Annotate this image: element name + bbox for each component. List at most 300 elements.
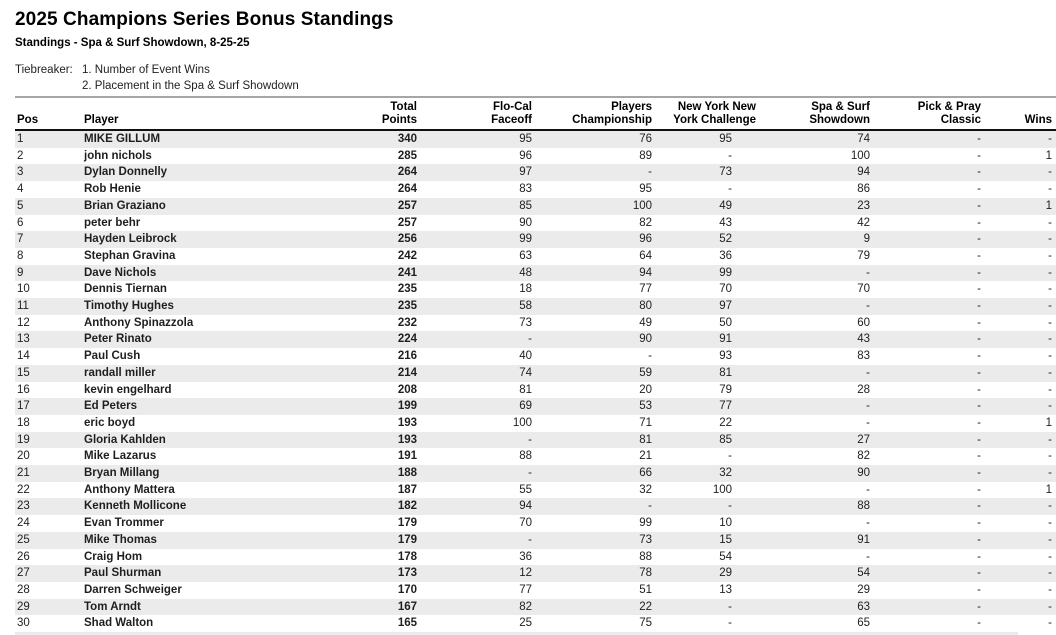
cell-spa: - xyxy=(866,483,870,496)
cell-spa: 83 xyxy=(857,350,870,363)
cell-wins: - xyxy=(1048,550,1052,563)
cell-player: Kenneth Mollicone xyxy=(84,500,187,513)
cell-total: 187 xyxy=(397,483,417,496)
table-row xyxy=(15,582,1056,599)
cell-flocal: 85 xyxy=(519,199,532,212)
table-row xyxy=(15,565,1056,582)
cell-players: - xyxy=(648,166,652,179)
cell-pos: 6 xyxy=(17,216,24,229)
cell-player: Shad Walton xyxy=(84,617,154,630)
table-row xyxy=(15,130,1056,148)
cell-total: 179 xyxy=(397,517,417,530)
cell-player: kevin engelhard xyxy=(84,383,172,396)
cell-pick: - xyxy=(977,517,981,530)
cell-flocal: 94 xyxy=(519,500,532,513)
cell-pick: - xyxy=(977,366,981,379)
cell-ny: 91 xyxy=(719,333,732,346)
cell-pos: 2 xyxy=(17,149,24,162)
cell-player: Brian Graziano xyxy=(84,199,166,212)
cell-players: 20 xyxy=(639,383,652,396)
standings-table xyxy=(15,96,1056,632)
cell-wins: - xyxy=(1048,617,1052,630)
cell-total: 178 xyxy=(397,550,417,563)
column-header-total: Total Points xyxy=(355,97,421,130)
page-subtitle: Standings - Spa & Surf Showdown, 8-25-25 xyxy=(15,37,250,49)
cell-ny: - xyxy=(728,500,732,513)
cell-ny: 50 xyxy=(719,316,732,329)
page-title: 2025 Champions Series Bonus Standings xyxy=(15,9,394,30)
cell-ny: 13 xyxy=(719,583,732,596)
cell-total: 216 xyxy=(397,350,417,363)
cell-pos: 7 xyxy=(17,233,24,246)
cell-pos: 26 xyxy=(17,550,30,563)
cell-flocal: 99 xyxy=(519,233,532,246)
cell-spa: 54 xyxy=(857,567,870,580)
cell-flocal: 12 xyxy=(519,567,532,580)
cell-player: Dave Nichols xyxy=(84,266,157,279)
cell-players: - xyxy=(648,350,652,363)
cell-player: Gloria Kahlden xyxy=(84,433,166,446)
cell-total: 199 xyxy=(397,400,417,413)
cell-players: 64 xyxy=(639,249,652,262)
cell-pos: 16 xyxy=(17,383,30,396)
cell-ny: - xyxy=(728,149,732,162)
column-header-player: Player xyxy=(84,97,355,130)
column-header-wins: Wins xyxy=(985,97,1056,130)
cell-total: 285 xyxy=(397,149,417,162)
tiebreaker-section xyxy=(15,62,1018,94)
table-row xyxy=(15,465,1056,482)
cell-wins: - xyxy=(1048,233,1052,246)
cell-spa: 63 xyxy=(857,600,870,613)
cell-ny: 52 xyxy=(719,233,732,246)
cell-spa: 70 xyxy=(857,283,870,296)
cell-ny: 54 xyxy=(719,550,732,563)
cell-total: 179 xyxy=(397,533,417,546)
cell-total: 232 xyxy=(397,316,417,329)
cell-pos: 11 xyxy=(17,300,29,313)
cell-pick: - xyxy=(977,400,981,413)
cell-wins: - xyxy=(1048,366,1052,379)
cell-wins: - xyxy=(1048,300,1052,313)
cell-ny: 79 xyxy=(719,383,732,396)
cell-total: 170 xyxy=(397,583,417,596)
cell-total: 193 xyxy=(397,416,417,429)
cell-spa: 65 xyxy=(857,617,870,630)
cell-player: Peter Rinato xyxy=(84,333,152,346)
cell-flocal: 40 xyxy=(519,350,532,363)
cell-pos: 9 xyxy=(17,266,24,279)
cell-player: Dylan Donnelly xyxy=(84,166,168,179)
cell-ny: 36 xyxy=(719,249,732,262)
cell-wins: - xyxy=(1048,249,1052,262)
cell-pos: 24 xyxy=(17,517,30,530)
cell-pick: - xyxy=(977,567,981,580)
cell-total: 256 xyxy=(397,233,417,246)
cell-flocal: - xyxy=(528,533,532,546)
cell-player: Paul Shurman xyxy=(84,567,162,580)
cell-spa: 43 xyxy=(857,333,870,346)
cell-players: 71 xyxy=(639,416,652,429)
table-row xyxy=(15,198,1056,215)
cell-pick: - xyxy=(977,316,981,329)
cell-flocal: - xyxy=(528,333,532,346)
cell-players: 76 xyxy=(639,133,652,145)
cell-pos: 19 xyxy=(17,433,30,446)
cell-flocal: 95 xyxy=(519,133,532,145)
cell-players: 49 xyxy=(639,316,652,329)
cell-player: Bryan Millang xyxy=(84,467,160,480)
table-header-row xyxy=(15,97,1056,130)
cell-wins: - xyxy=(1048,600,1052,613)
column-header-pos: Pos xyxy=(15,97,84,130)
cell-spa: - xyxy=(866,300,870,313)
column-header-pick: Pick & Pray Classic xyxy=(874,97,985,130)
cell-pick: - xyxy=(977,233,981,246)
cell-spa: 42 xyxy=(857,216,870,229)
cell-total: 182 xyxy=(397,500,417,513)
cell-ny: 49 xyxy=(719,199,732,212)
cell-players: 96 xyxy=(639,233,652,246)
cell-spa: 82 xyxy=(857,450,870,463)
cell-player: Timothy Hughes xyxy=(84,300,174,313)
cell-total: 165 xyxy=(397,617,417,630)
cell-wins: - xyxy=(1048,567,1052,580)
cell-pos: 15 xyxy=(17,366,30,379)
cell-flocal: 55 xyxy=(519,483,532,496)
cell-player: john nichols xyxy=(84,149,152,162)
cell-player: Anthony Mattera xyxy=(84,483,175,496)
cell-player: Evan Trommer xyxy=(84,517,164,530)
table-row xyxy=(15,482,1056,499)
cell-pos: 4 xyxy=(17,183,24,196)
table-row xyxy=(15,298,1056,315)
cell-total: 340 xyxy=(397,133,417,145)
table-row xyxy=(15,348,1056,365)
cell-wins: - xyxy=(1048,350,1052,363)
cell-wins: - xyxy=(1048,467,1052,480)
cell-flocal: 36 xyxy=(519,550,532,563)
cell-wins: 1 xyxy=(1045,199,1052,212)
cell-pos: 30 xyxy=(17,617,30,630)
cell-total: 173 xyxy=(397,567,417,580)
cell-pick: - xyxy=(977,533,981,546)
cell-player: Mike Lazarus xyxy=(84,450,157,463)
table-row xyxy=(15,615,1056,632)
column-header-ny: New York New York Challenge xyxy=(656,97,760,130)
cell-wins: - xyxy=(1048,333,1052,346)
cell-pos: 25 xyxy=(17,533,30,546)
cell-ny: 95 xyxy=(719,133,732,145)
cell-player: Mike Thomas xyxy=(84,533,157,546)
cell-wins: 1 xyxy=(1045,416,1052,429)
cell-wins: - xyxy=(1048,283,1052,296)
cell-pos: 13 xyxy=(17,333,30,346)
cell-players: 89 xyxy=(639,149,652,162)
cell-pick: - xyxy=(977,467,981,480)
cell-flocal: 74 xyxy=(519,366,532,379)
cell-wins: - xyxy=(1048,133,1052,145)
cell-pick: - xyxy=(977,249,981,262)
tiebreaker-item-2: 2. Placement in the Spa & Surf Showdown xyxy=(82,80,299,92)
cell-players: 21 xyxy=(639,450,652,463)
cell-wins: 1 xyxy=(1045,149,1052,162)
cell-pick: - xyxy=(977,450,981,463)
cell-pick: - xyxy=(977,433,981,446)
cell-player: peter behr xyxy=(84,216,141,229)
cell-flocal: 70 xyxy=(519,517,532,530)
cell-players: 75 xyxy=(639,617,652,630)
cell-pick: - xyxy=(977,600,981,613)
cell-spa: 23 xyxy=(857,199,870,212)
cell-pick: - xyxy=(977,216,981,229)
cell-players: 81 xyxy=(639,433,652,446)
cell-flocal: 69 xyxy=(519,400,532,413)
table-row xyxy=(15,599,1056,616)
cell-pick: - xyxy=(977,133,981,145)
cell-flocal: 73 xyxy=(519,316,532,329)
cell-flocal: 96 xyxy=(519,149,532,162)
cell-ny: 99 xyxy=(719,266,732,279)
cell-players: 77 xyxy=(639,283,652,296)
cell-total: 235 xyxy=(397,300,417,313)
table-row xyxy=(15,398,1056,415)
tiebreaker-label: Tiebreaker: xyxy=(15,64,73,76)
cell-ny: 32 xyxy=(719,467,732,480)
cell-pos: 23 xyxy=(17,500,30,513)
cell-player: Darren Schweiger xyxy=(84,583,182,596)
cell-players: 53 xyxy=(639,400,652,413)
cell-pos: 29 xyxy=(17,600,30,613)
cell-spa: 79 xyxy=(857,249,870,262)
column-header-flocal: Flo-Cal Faceoff xyxy=(421,97,536,130)
cell-pos: 5 xyxy=(17,199,24,212)
cell-player: Rob Henie xyxy=(84,183,141,196)
cell-players: 82 xyxy=(639,216,652,229)
cell-ny: 77 xyxy=(719,400,732,413)
cell-pick: - xyxy=(977,283,981,296)
cell-pos: 28 xyxy=(17,583,30,596)
cell-pos: 8 xyxy=(17,249,24,262)
cell-pos: 3 xyxy=(17,166,24,179)
cell-spa: 91 xyxy=(857,533,870,546)
cell-player: Tom Arndt xyxy=(84,600,141,613)
cell-players: 80 xyxy=(639,300,652,313)
cell-wins: - xyxy=(1048,166,1052,179)
cell-spa: 28 xyxy=(857,383,870,396)
cell-ny: 29 xyxy=(719,567,732,580)
cell-ny: 10 xyxy=(719,517,732,530)
cell-pos: 22 xyxy=(17,483,30,496)
cell-player: Craig Hom xyxy=(84,550,143,563)
cell-pos: 20 xyxy=(17,450,30,463)
table-row xyxy=(15,231,1056,248)
cell-players: 94 xyxy=(639,266,652,279)
cell-total: 257 xyxy=(397,216,417,229)
cell-player: Dennis Tiernan xyxy=(84,283,167,296)
cell-spa: - xyxy=(866,266,870,279)
cell-flocal: 90 xyxy=(519,216,532,229)
cell-flocal: 25 xyxy=(519,617,532,630)
cell-total: 257 xyxy=(397,199,417,212)
tiebreaker-items xyxy=(82,62,299,94)
cell-flocal: 58 xyxy=(519,300,532,313)
cell-spa: 29 xyxy=(857,583,870,596)
table-row xyxy=(15,331,1056,348)
table-row xyxy=(15,382,1056,399)
cell-player: eric boyd xyxy=(84,416,136,429)
cell-wins: - xyxy=(1048,383,1052,396)
cell-player: Hayden Leibrock xyxy=(84,233,177,246)
cell-wins: - xyxy=(1048,433,1052,446)
cell-spa: 94 xyxy=(857,166,870,179)
column-header-spa: Spa & Surf Showdown xyxy=(760,97,874,130)
cell-spa: - xyxy=(866,550,870,563)
cell-total: 242 xyxy=(397,249,417,262)
cell-pick: - xyxy=(977,149,981,162)
cell-player: randall miller xyxy=(84,366,156,379)
table-row xyxy=(15,215,1056,232)
cell-players: 78 xyxy=(639,567,652,580)
table-row xyxy=(15,248,1056,265)
cell-pick: - xyxy=(977,350,981,363)
cell-player: Ed Peters xyxy=(84,400,138,413)
cell-pick: - xyxy=(977,617,981,630)
cell-flocal: 83 xyxy=(519,183,532,196)
cell-ny: - xyxy=(728,450,732,463)
cell-total: 193 xyxy=(397,433,417,446)
cell-ny: 81 xyxy=(719,366,732,379)
cell-pick: - xyxy=(977,183,981,196)
cell-pos: 21 xyxy=(17,467,30,480)
cell-wins: - xyxy=(1048,316,1052,329)
cell-flocal: 81 xyxy=(519,383,532,396)
cell-wins: - xyxy=(1048,216,1052,229)
cell-ny: 22 xyxy=(719,416,732,429)
column-header-players: Players Championship xyxy=(536,97,656,130)
cell-flocal: - xyxy=(528,433,532,446)
cell-ny: 43 xyxy=(719,216,732,229)
table-row xyxy=(15,549,1056,566)
cell-flocal: 82 xyxy=(519,600,532,613)
cell-wins: - xyxy=(1048,517,1052,530)
cell-total: 235 xyxy=(397,283,417,296)
cell-wins: - xyxy=(1048,400,1052,413)
cell-pick: - xyxy=(977,199,981,212)
table-row xyxy=(15,432,1056,449)
cell-flocal: - xyxy=(528,467,532,480)
cell-spa: 88 xyxy=(857,500,870,513)
cell-flocal: 100 xyxy=(512,416,532,429)
cell-ny: - xyxy=(728,617,732,630)
cell-player: Paul Cush xyxy=(84,350,141,363)
table-body xyxy=(15,130,1056,632)
cell-flocal: 18 xyxy=(519,283,532,296)
cell-players: 95 xyxy=(639,183,652,196)
cell-total: 241 xyxy=(397,266,417,279)
cell-total: 188 xyxy=(397,467,417,480)
cell-ny: - xyxy=(728,183,732,196)
cell-total: 167 xyxy=(397,600,417,613)
cell-ny: 100 xyxy=(712,483,732,496)
table-row xyxy=(15,148,1056,165)
cell-spa: - xyxy=(866,366,870,379)
cell-pick: - xyxy=(977,266,981,279)
cell-pick: - xyxy=(977,300,981,313)
cell-ny: 15 xyxy=(719,533,732,546)
cell-ny: 85 xyxy=(719,433,732,446)
cell-total: 264 xyxy=(397,183,417,196)
table-row xyxy=(15,498,1056,515)
cell-wins: - xyxy=(1048,266,1052,279)
cell-players: 32 xyxy=(639,483,652,496)
cell-spa: 86 xyxy=(857,183,870,196)
cell-pick: - xyxy=(977,416,981,429)
cell-player: Anthony Spinazzola xyxy=(84,316,194,329)
cell-ny: 93 xyxy=(719,350,732,363)
cell-spa: - xyxy=(866,400,870,413)
cell-spa: 27 xyxy=(857,433,870,446)
cell-players: 59 xyxy=(639,366,652,379)
table-row xyxy=(15,281,1056,298)
table-row xyxy=(15,265,1056,282)
cell-players: 90 xyxy=(639,333,652,346)
cell-pos: 10 xyxy=(17,283,30,296)
cell-pos: 27 xyxy=(17,567,30,580)
cell-spa: 60 xyxy=(857,316,870,329)
cell-pos: 12 xyxy=(17,316,30,329)
cell-pick: - xyxy=(977,333,981,346)
cell-total: 264 xyxy=(397,166,417,179)
cell-players: 66 xyxy=(639,467,652,480)
cell-players: 88 xyxy=(639,550,652,563)
cell-wins: - xyxy=(1048,183,1052,196)
cell-players: 100 xyxy=(632,199,652,212)
cell-spa: 90 xyxy=(857,467,870,480)
table-row xyxy=(15,365,1056,382)
cell-player: MIKE GILLUM xyxy=(84,133,161,145)
cell-players: 51 xyxy=(639,583,652,596)
cell-ny: 73 xyxy=(719,166,732,179)
table-row xyxy=(15,415,1056,432)
cell-pick: - xyxy=(977,166,981,179)
cell-spa: - xyxy=(866,517,870,530)
table-row xyxy=(15,532,1056,549)
cell-pick: - xyxy=(977,483,981,496)
cell-flocal: 88 xyxy=(519,450,532,463)
cell-pos: 1 xyxy=(17,133,24,145)
table-row xyxy=(15,515,1056,532)
cell-players: 99 xyxy=(639,517,652,530)
cell-wins: - xyxy=(1048,583,1052,596)
cell-pick: - xyxy=(977,383,981,396)
cell-wins: - xyxy=(1048,450,1052,463)
cell-wins: - xyxy=(1048,500,1052,513)
cell-pos: 18 xyxy=(17,416,30,429)
cell-wins: - xyxy=(1048,533,1052,546)
tiebreaker-item-1: 1. Number of Event Wins xyxy=(82,64,210,76)
cell-spa: 74 xyxy=(857,133,870,145)
cell-total: 191 xyxy=(397,450,417,463)
table-row xyxy=(15,315,1056,332)
cell-total: 208 xyxy=(397,383,417,396)
cell-flocal: 77 xyxy=(519,583,532,596)
table-row xyxy=(15,164,1056,181)
cell-pick: - xyxy=(977,550,981,563)
table-row xyxy=(15,448,1056,465)
cell-flocal: 48 xyxy=(519,266,532,279)
cell-spa: 100 xyxy=(850,149,870,162)
